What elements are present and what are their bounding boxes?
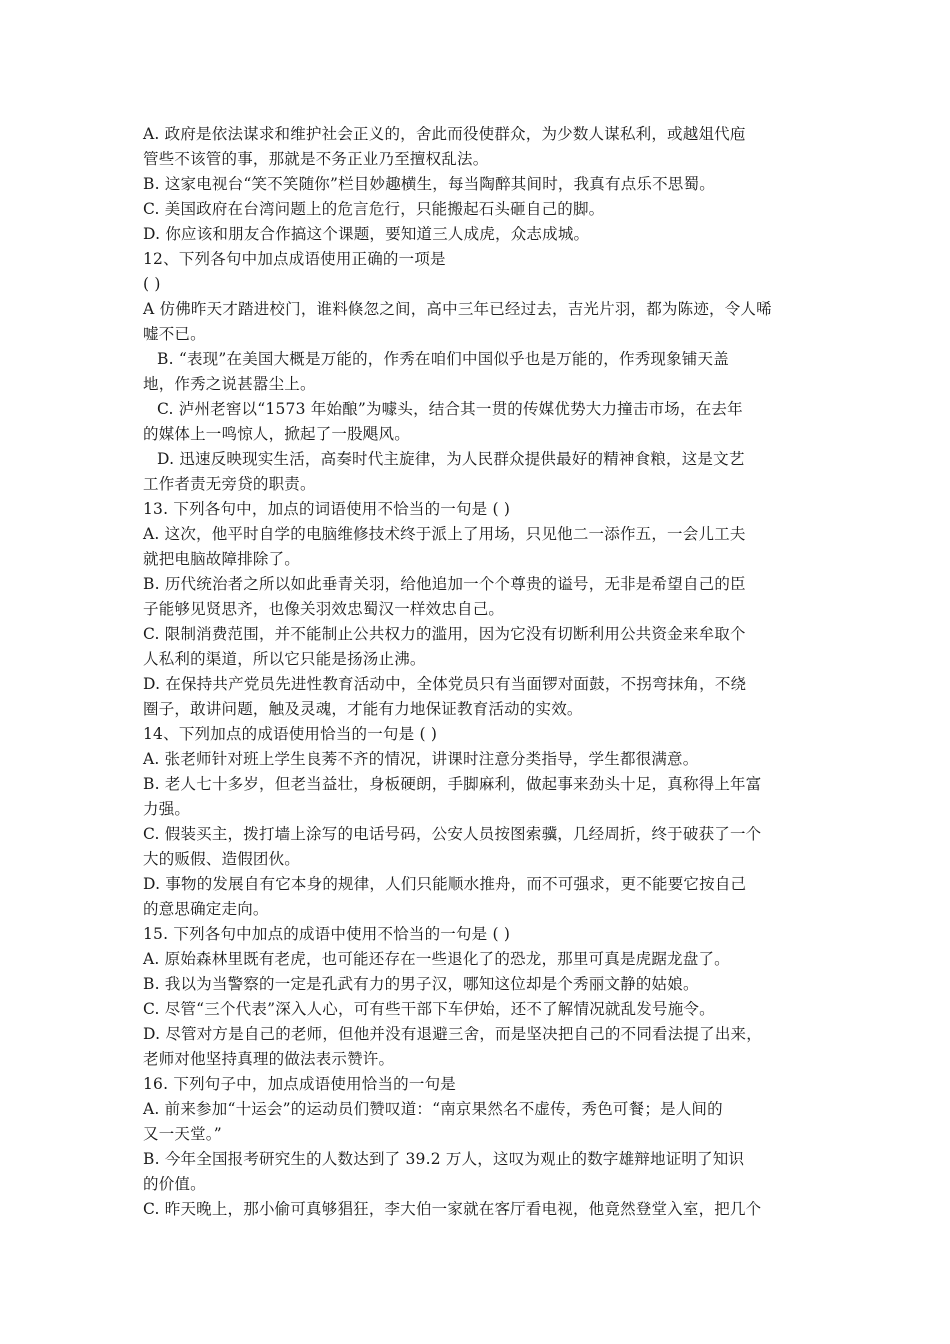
text-line: 嘘不已。 — [143, 325, 206, 343]
text-line: 的意思确定走向。 — [143, 900, 269, 918]
text-line: B. 我以为当警察的一定是孔武有力的男子汉，哪知这位却是个秀丽文静的姑娘。 — [143, 975, 699, 993]
text-line: D. 你应该和朋友合作搞这个课题，要知道三人成虎，众志成城。 — [143, 225, 590, 243]
text-line: A. 政府是依法谋求和维护社会正义的，舍此而役使群众，为少数人谋私利，或越俎代庖 — [143, 125, 746, 143]
text-line: B. 历代统治者之所以如此垂青关羽，给他追加一个个尊贵的谥号，无非是希望自己的臣 — [143, 575, 746, 593]
text-line: D. 迅速反映现实生活，高奏时代主旋律，为人民群众提供最好的精神食粮，这是文艺 — [157, 450, 745, 468]
text-line: B. 老人七十多岁，但老当益壮，身板硬朗，手脚麻利，做起事来劲头十足，真称得上年富 — [143, 775, 762, 793]
text-line: C. 尽管“三个代表”深入人心，可有些干部下车伊始，还不了解情况就乱发号施令。 — [143, 1000, 715, 1018]
text-line: 老师对他坚持真理的做法表示赞许。 — [143, 1050, 395, 1068]
text-line: 的媒体上一鸣惊人，掀起了一股飓风。 — [143, 425, 410, 443]
text-line: 12、下列各句中加点成语使用正确的一项是 — [143, 250, 446, 268]
text-line: D. 事物的发展自有它本身的规律，人们只能顺水推舟，而不可强求，更不能要它按自己 — [143, 875, 747, 893]
text-line: 16. 下列句子中，加点成语使用恰当的一句是 — [143, 1075, 456, 1093]
text-line: C. 美国政府在台湾问题上的危言危行，只能搬起石头砸自己的脚。 — [143, 200, 605, 218]
text-line: C. 限制消费范围，并不能制止公共权力的滥用，因为它没有切断利用公共资金来牟取个 — [143, 625, 746, 643]
document-body — [143, 122, 813, 1222]
text-line: 又一天堂。” — [143, 1125, 222, 1143]
text-line: B. 这家电视台“笑不笑随你”栏目妙趣横生，每当陶醉其间时，我真有点乐不思蜀。 — [143, 175, 715, 193]
text-line: C. 假装买主，拨打墙上涂写的电话号码，公安人员按图索骥，几经周折，终于破获了一个 — [143, 825, 762, 843]
text-line: 力强。 — [143, 800, 191, 818]
text-line: 13. 下列各句中，加点的词语使用不恰当的一句是 ( ) — [143, 500, 511, 518]
text-line: A 仿佛昨天才踏进校门，谁料倏忽之间，高中三年已经过去，吉光片羽，都为陈迹，令人唏 — [143, 300, 772, 318]
text-line: 的价值。 — [143, 1175, 206, 1193]
text-line: 地，作秀之说甚嚣尘上。 — [143, 375, 316, 393]
text-line: B. “表现”在美国大概是万能的，作秀在咱们中国似乎也是万能的，作秀现象铺天盖 — [157, 350, 729, 368]
text-line: A. 原始森林里既有老虎，也可能还存在一些退化了的恐龙，那里可真是虎踞龙盘了。 — [143, 950, 730, 968]
text-line: 人私利的渠道，所以它只能是扬汤止沸。 — [143, 650, 426, 668]
text-line: 子能够见贤思齐，也像关羽效忠蜀汉一样效忠自己。 — [143, 600, 505, 618]
text-line: 14、下列加点的成语使用恰当的一句是 ( ) — [143, 725, 438, 743]
text-line: D. 尽管对方是自己的老师，但他并没有退避三舍，而是坚决把自己的不同看法提了出来， — [143, 1025, 762, 1043]
text-line: 大的贩假、造假团伙。 — [143, 850, 301, 868]
text-line: ( ) — [143, 275, 161, 293]
text-line: C. 泸州老窖以“1573 年始酿”为噱头，结合其一贯的传媒优势大力撞击市场，在去年 — [157, 400, 743, 418]
text-line: B. 今年全国报考研究生的人数达到了 39.2 万人，这叹为观止的数字雄辩地证明了知识 — [143, 1150, 745, 1168]
text-line: 就把电脑故障排除了。 — [143, 550, 301, 568]
text-line: C. 昨天晚上，那小偷可真够猖狂，李大伯一家就在客厅看电视，他竟然登堂入室，把几个 — [143, 1200, 762, 1218]
text-line: 圈子，敢讲问题，触及灵魂，才能有力地保证教育活动的实效。 — [143, 700, 583, 718]
text-line: 管些不该管的事，那就是不务正业乃至擅权乱法。 — [143, 150, 489, 168]
text-line: A. 这次，他平时自学的电脑维修技术终于派上了用场，只见他二一添作五，一会儿工夫 — [143, 525, 746, 543]
text-line: A. 前来参加“十运会”的运动员们赞叹道：“南京果然名不虚传，秀色可餐；是人间的 — [143, 1100, 723, 1118]
text-line: 15. 下列各句中加点的成语中使用不恰当的一句是 ( ) — [143, 925, 511, 943]
text-line: 工作者责无旁贷的职责。 — [143, 475, 316, 493]
text-line: D. 在保持共产党员先进性教育活动中，全体党员只有当面锣对面鼓，不拐弯抹角，不绕 — [143, 675, 747, 693]
text-line: A. 张老师针对班上学生良莠不齐的情况，讲课时注意分类指导，学生都很满意。 — [143, 750, 699, 768]
